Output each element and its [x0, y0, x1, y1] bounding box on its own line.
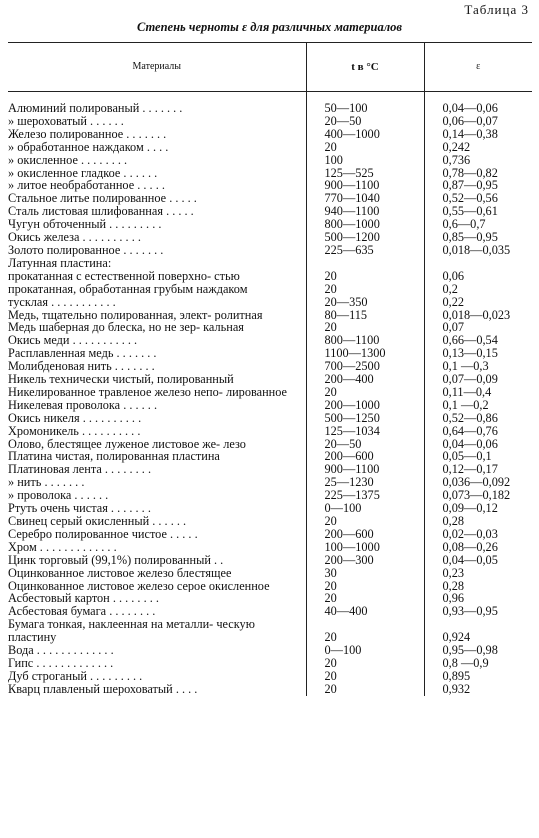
header-row [8, 43, 532, 92]
emissivity-cell: 0,895 [424, 670, 532, 683]
emissivity-cell: 0,04—0,05 [424, 554, 532, 567]
temperature-cell: 500—1250 [306, 412, 424, 425]
table-row [8, 179, 532, 192]
table-row [8, 102, 532, 115]
material-cell: Хром . . . . . . . . . . . . . [8, 540, 117, 554]
table-row [8, 231, 532, 244]
material-cell: Окись железа . . . . . . . . . . [8, 231, 141, 244]
emissivity-cell: 0,04—0,06 [424, 438, 532, 451]
emissivity-cell: 0,8 —0,9 [424, 657, 532, 670]
material-cell: Алюминий полированый . . . . . . . [8, 102, 183, 115]
temperature-cell: 20 [306, 321, 424, 334]
material-cell: Дуб строганый . . . . . . . . . [8, 669, 143, 683]
temperature-cell: 500—1200 [306, 231, 424, 244]
header-temperature: t в °C [306, 43, 424, 92]
table-row [8, 605, 532, 618]
material-cell: Молибденовая нить . . . . . . . [8, 360, 155, 374]
emissivity-cell: 0,07—0,09 [424, 373, 532, 386]
table-row [8, 567, 532, 580]
table-row [8, 399, 532, 412]
table-row [8, 528, 532, 541]
material-cell: Ртуть очень чистая . . . . . . . [8, 502, 151, 515]
table-row [8, 515, 532, 528]
table-row [8, 450, 532, 463]
temperature-cell: 20 [306, 515, 424, 528]
temperature-cell: 225—635 [306, 244, 424, 257]
material-cell: Латунная пластина: [8, 256, 112, 270]
temperature-cell: 200—600 [306, 450, 424, 463]
material-cell: Окись никеля . . . . . . . . . . [8, 411, 142, 425]
table-row [8, 670, 532, 683]
temperature-cell: 100—1000 [306, 541, 424, 554]
emissivity-cell: 0,036—0,092 [424, 476, 532, 489]
temperature-cell: 200—400 [306, 373, 424, 386]
emissivity-cell: 0,95—0,98 [424, 644, 532, 657]
temperature-cell: 20—50 [306, 115, 424, 128]
emissivity-cell: 0,55—0,61 [424, 205, 532, 218]
table-row [8, 154, 532, 167]
material-cell: Свинец серый окисленный . . . . . . [8, 515, 187, 528]
emissivity-cell: 0,09—0,12 [424, 502, 532, 515]
table-row [8, 438, 532, 451]
temperature-cell: 0—100 [306, 644, 424, 657]
material-cell: Чугун обточенный . . . . . . . . . [8, 218, 162, 232]
temperature-cell: 20 [306, 670, 424, 683]
table-row [8, 296, 532, 309]
table-title: Степень черноты ε для различных материалов [136, 20, 402, 34]
emissivity-cell: 0,6—0,7 [424, 218, 532, 231]
emissivity-cell [424, 257, 532, 270]
emissivity-cell: 0,93—0,95 [424, 605, 532, 618]
material-cell: Медь, тщательно полированная, элект- ролитная [8, 308, 263, 322]
table-row [8, 128, 532, 141]
material-cell: Асбестовая бумага . . . . . . . . [8, 605, 156, 619]
material-cell: Оцинкованное листовое железо серое окисленное [8, 579, 270, 593]
emissivity-cell: 0,96 [424, 592, 532, 605]
table-row [8, 283, 532, 296]
temperature-cell: 200—1000 [306, 399, 424, 412]
temperature-cell: 20 [306, 683, 424, 696]
material-cell: Бумага тонкая, наклеенная на металли- ческую пластину [8, 618, 255, 645]
emissivity-cell: 0,736 [424, 154, 532, 167]
table-row [8, 425, 532, 438]
table-row [8, 167, 532, 180]
temperature-cell: 20 [306, 592, 424, 605]
emissivity-cell: 0,018—0,035 [424, 244, 532, 257]
emissivity-cell: 0,28 [424, 515, 532, 528]
material-cell: Золото полированное . . . . . . . [8, 243, 164, 257]
material-cell: Цинк торговый (99,1%) полированный . . [8, 553, 224, 567]
emissivity-cell: 0,1 —0,2 [424, 399, 532, 412]
emissivity-cell: 0,06 [424, 270, 532, 283]
material-cell: прокатанная с естественной поверхно- стью [8, 269, 240, 283]
emissivity-cell: 0,23 [424, 567, 532, 580]
emissivity-cell: 0,018—0,023 [424, 309, 532, 322]
temperature-cell: 20—350 [306, 296, 424, 309]
temperature-cell: 50—100 [306, 102, 424, 115]
table-row [8, 618, 532, 644]
emissivity-cell: 0,2 [424, 283, 532, 296]
table-row [8, 592, 532, 605]
table-row [8, 502, 532, 515]
table-row [8, 554, 532, 567]
emissivity-cell: 0,05—0,1 [424, 450, 532, 463]
material-cell: Никель технически чистый, полированный [8, 373, 234, 386]
material-cell: Стальное литье полированное . . . . . [8, 192, 197, 206]
temperature-cell: 20 [306, 618, 424, 644]
table-row [8, 412, 532, 425]
material-cell: » окисленное . . . . . . . . [8, 153, 128, 167]
temperature-cell: 20—50 [306, 438, 424, 451]
table-row [8, 386, 532, 399]
temperature-cell: 900—1100 [306, 463, 424, 476]
emissivity-table [8, 42, 532, 696]
material-cell: Платина чистая, полированная пластина [8, 450, 220, 464]
temperature-cell: 800—1100 [306, 334, 424, 347]
table-row [8, 205, 532, 218]
emissivity-cell: 0,924 [424, 618, 532, 644]
table-row [8, 489, 532, 502]
table-row [8, 218, 532, 231]
material-cell: » обработанное наждаком . . . . [8, 140, 169, 154]
temperature-cell: 700—2500 [306, 360, 424, 373]
table-row [8, 657, 532, 670]
temperature-cell: 770—1040 [306, 192, 424, 205]
temperature-cell: 125—1034 [306, 425, 424, 438]
temperature-cell: 1100—1300 [306, 347, 424, 360]
temperature-cell: 0—100 [306, 502, 424, 515]
table-row [8, 360, 532, 373]
material-cell: » литое необработанное . . . . . [8, 179, 165, 193]
table-row [8, 683, 532, 696]
material-cell: Олово, блестящее луженое листовое же- лезо [8, 437, 246, 451]
material-cell: Серебро полированное чистое . . . . . [8, 527, 198, 541]
emissivity-cell: 0,06—0,07 [424, 115, 532, 128]
material-cell: тусклая . . . . . . . . . . . [8, 295, 116, 309]
table-row [8, 373, 532, 386]
temperature-cell: 20 [306, 283, 424, 296]
table-row [8, 580, 532, 593]
material-cell: » проволока . . . . . . [8, 489, 109, 503]
table-row [8, 141, 532, 154]
table-row [8, 321, 532, 334]
header-emissivity: ε [424, 43, 532, 92]
table-row [8, 541, 532, 554]
emissivity-cell: 0,932 [424, 683, 532, 696]
emissivity-cell: 0,66—0,54 [424, 334, 532, 347]
table-row [8, 244, 532, 257]
emissivity-cell: 0,07 [424, 321, 532, 334]
emissivity-cell: 0,13—0,15 [424, 347, 532, 360]
table-row [8, 270, 532, 283]
emissivity-cell: 0,78—0,82 [424, 167, 532, 180]
temperature-cell: 30 [306, 567, 424, 580]
emissivity-cell: 0,12—0,17 [424, 463, 532, 476]
emissivity-cell: 0,52—0,56 [424, 192, 532, 205]
table-row [8, 476, 532, 489]
table-row [8, 463, 532, 476]
temperature-cell: 20 [306, 270, 424, 283]
material-cell: Оцинкованное листовое железо блестящее [8, 566, 232, 580]
emissivity-cell: 0,28 [424, 580, 532, 593]
temperature-cell: 20 [306, 580, 424, 593]
temperature-cell: 20 [306, 386, 424, 399]
material-cell: Железо полированное . . . . . . . [8, 127, 167, 141]
material-cell: Кварц плавленый шероховатый . . . . [8, 682, 198, 696]
temperature-cell: 20 [306, 657, 424, 670]
material-cell: Окись меди . . . . . . . . . . . [8, 334, 138, 348]
table-row [8, 334, 532, 347]
material-cell: прокатанная, обработанная грубым наждаком [8, 282, 248, 296]
emissivity-cell: 0,02—0,03 [424, 528, 532, 541]
table-row [8, 115, 532, 128]
temperature-cell: 900—1100 [306, 179, 424, 192]
table-body [8, 92, 532, 696]
material-cell: Вода . . . . . . . . . . . . . [8, 644, 114, 657]
temperature-cell: 940—1100 [306, 205, 424, 218]
temperature-cell: 25—1230 [306, 476, 424, 489]
table-row [8, 309, 532, 322]
material-cell: » нить . . . . . . . [8, 476, 85, 490]
temperature-cell: 100 [306, 154, 424, 167]
emissivity-cell: 0,1 —0,3 [424, 360, 532, 373]
temperature-cell: 200—300 [306, 554, 424, 567]
material-cell: » окисленное гладкое . . . . . . [8, 166, 158, 180]
material-cell: Расплавленная медь . . . . . . . [8, 347, 157, 361]
temperature-cell: 20 [306, 141, 424, 154]
material-cell: Никелированное травленое железо непо- лированное [8, 385, 287, 399]
emissivity-cell: 0,04—0,06 [424, 102, 532, 115]
material-cell: » шероховатый . . . . . . [8, 114, 124, 128]
material-cell: Асбестовый картон . . . . . . . . [8, 592, 159, 606]
emissivity-cell: 0,073—0,182 [424, 489, 532, 502]
emissivity-cell: 0,87—0,95 [424, 179, 532, 192]
temperature-cell: 200—600 [306, 528, 424, 541]
material-cell: Медь шаберная до блеска, но не зер- кальная [8, 321, 244, 335]
emissivity-cell: 0,242 [424, 141, 532, 154]
temperature-cell: 125—525 [306, 167, 424, 180]
material-cell: Хромоникель . . . . . . . . . . [8, 424, 141, 438]
temperature-cell: 800—1000 [306, 218, 424, 231]
material-cell: Сталь листовая шлифованная . . . . . [8, 205, 194, 219]
table-number: Таблица 3 [464, 2, 529, 17]
emissivity-cell: 0,85—0,95 [424, 231, 532, 244]
material-cell: Гипс . . . . . . . . . . . . . [8, 656, 114, 670]
temperature-cell: 400—1000 [306, 128, 424, 141]
emissivity-cell: 0,14—0,38 [424, 128, 532, 141]
emissivity-cell: 0,11—0,4 [424, 386, 532, 399]
table-row [8, 192, 532, 205]
temperature-cell [306, 257, 424, 270]
table-row [8, 257, 532, 270]
temperature-cell: 80—115 [306, 309, 424, 322]
temperature-cell: 225—1375 [306, 489, 424, 502]
table-row [8, 644, 532, 657]
material-cell: Никелевая проволока . . . . . . [8, 398, 158, 412]
header-material: Материалы [8, 43, 306, 92]
emissivity-cell: 0,22 [424, 296, 532, 309]
temperature-cell: 40—400 [306, 605, 424, 618]
material-cell: Платиновая лента . . . . . . . . [8, 463, 152, 477]
table-row [8, 347, 532, 360]
emissivity-cell: 0,08—0,26 [424, 541, 532, 554]
emissivity-cell: 0,52—0,86 [424, 412, 532, 425]
emissivity-cell: 0,64—0,76 [424, 425, 532, 438]
